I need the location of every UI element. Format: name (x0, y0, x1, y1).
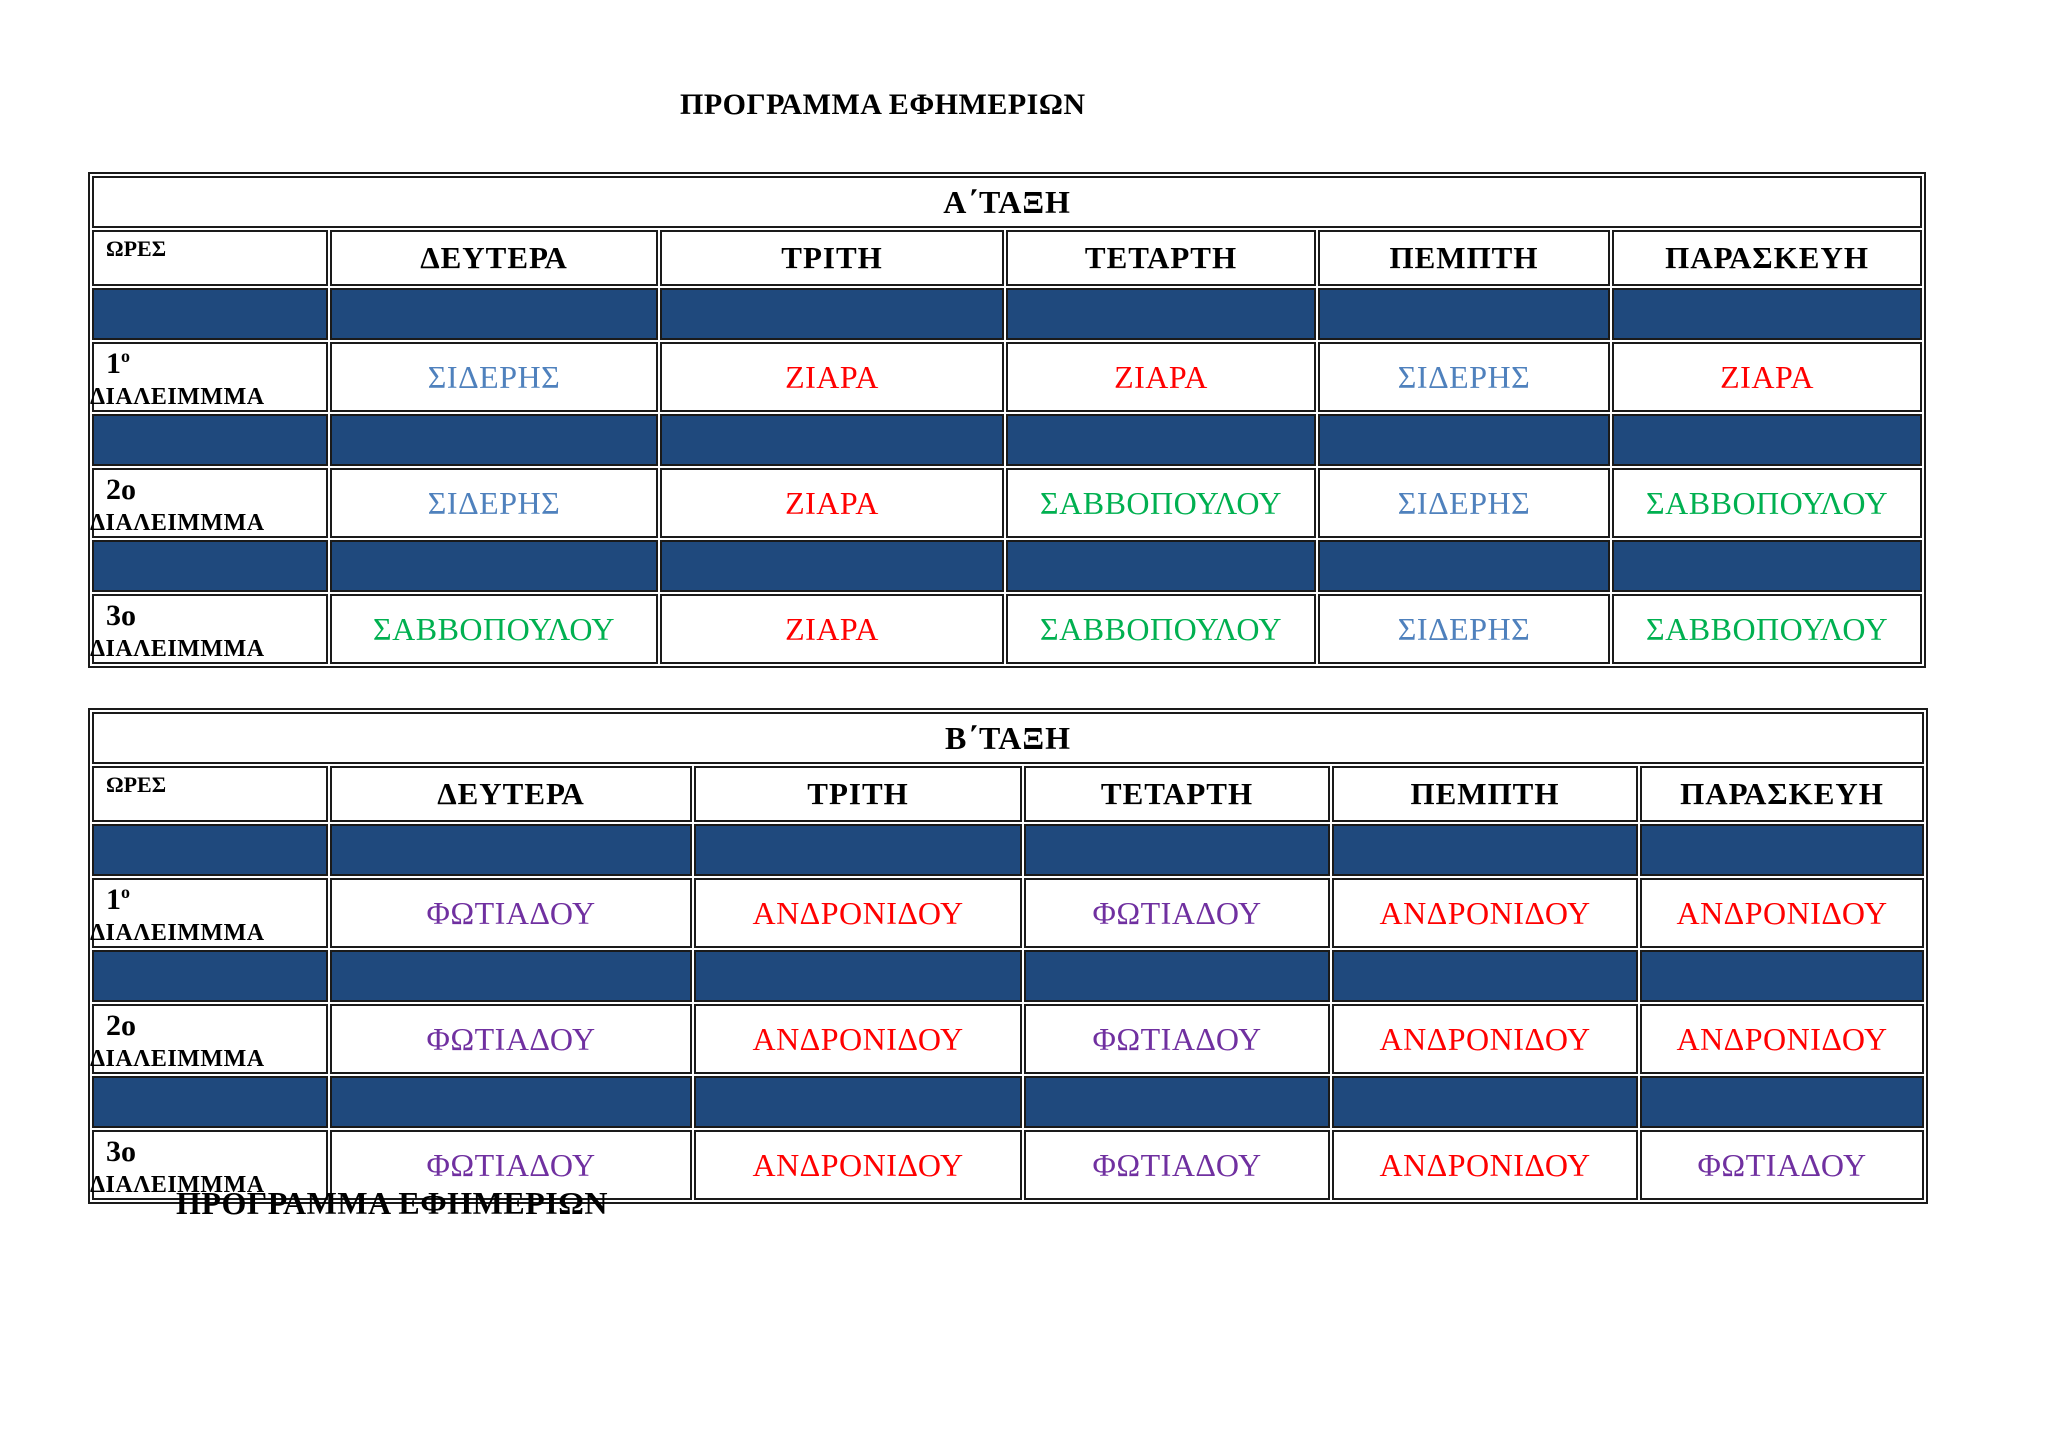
break-number: 2ο (106, 1009, 136, 1042)
duty-cell: ΦΩΤΙΑΔΟΥ (330, 1004, 692, 1074)
break-number: 3ο (106, 1135, 136, 1168)
separator-row (92, 540, 1922, 592)
hours-header: ΩΡΕΣ (92, 766, 328, 822)
break-label-cell (92, 878, 328, 948)
schedule-table-class-a (88, 172, 1926, 668)
duty-cell: ΦΩΤΙΑΔΟΥ (1024, 878, 1330, 948)
duty-cell: ΦΩΤΙΑΔΟΥ (330, 1130, 692, 1200)
separator-row (92, 824, 1924, 876)
duty-cell: ΑΝΔΡΟΝΙΔΟΥ (1640, 1004, 1924, 1074)
duty-cell: ΑΝΔΡΟΝΙΔΟΥ (694, 878, 1022, 948)
break-number: $1^o$ (106, 346, 130, 380)
break-label: ΔΙΑΛΕΙΜΜΜΑ (90, 1046, 265, 1072)
duty-cell: ΣΑΒΒΟΠΟΥΛΟΥ (330, 594, 658, 664)
break-label: ΔΙΑΛΕΙΜΜΜΑ (90, 1172, 265, 1198)
class-title: Α΄ΤΑΞΗ (92, 176, 1922, 228)
break-label-cell (92, 468, 328, 538)
break-label: ΔΙΑΛΕΙΜΜΜΑ (90, 636, 265, 662)
separator-row (92, 288, 1922, 340)
day-header-wednesday: ΤΕΤΑΡΤΗ (1024, 766, 1330, 822)
duty-cell: ΣΙΔΕΡΗΣ (1318, 468, 1610, 538)
duty-cell: ΑΝΔΡΟΝΙΔΟΥ (1332, 1004, 1638, 1074)
day-header-thursday: ΠΕΜΠΤΗ (1332, 766, 1638, 822)
day-header-thursday: ΠΕΜΠΤΗ (1318, 230, 1610, 286)
duty-cell: ΦΩΤΙΑΔΟΥ (1024, 1130, 1330, 1200)
day-header-tuesday: ΤΡΙΤΗ (660, 230, 1004, 286)
duty-cell: ΣΙΔΕΡΗΣ (1318, 342, 1610, 412)
day-header-tuesday: ΤΡΙΤΗ (694, 766, 1022, 822)
day-header-monday: ΔΕΥΤΕΡΑ (330, 766, 692, 822)
day-header-friday: ΠΑΡΑΣΚΕΥΗ (1612, 230, 1922, 286)
hours-header: ΩΡΕΣ (92, 230, 328, 286)
separator-row (92, 950, 1924, 1002)
day-header-monday: ΔΕΥΤΕΡΑ (330, 230, 658, 286)
break-label-cell (92, 1004, 328, 1074)
break-label: ΔΙΑΛΕΙΜΜΜΑ (90, 510, 265, 536)
duty-cell: ΣΙΔΕΡΗΣ (330, 468, 658, 538)
separator-row (92, 1076, 1924, 1128)
break-label: ΔΙΑΛΕΙΜΜΜΑ (90, 920, 265, 946)
duty-cell: ΣΑΒΒΟΠΟΥΛΟΥ (1612, 594, 1922, 664)
duty-cell: ΖΙΑΡΑ (660, 594, 1004, 664)
duty-cell: ΦΩΤΙΑΔΟΥ (1024, 1004, 1330, 1074)
duty-cell: ΣΑΒΒΟΠΟΥΛΟΥ (1612, 468, 1922, 538)
duty-cell: ΑΝΔΡΟΝΙΔΟΥ (1332, 1130, 1638, 1200)
footer-title: ΠΡΟΓΡΑΜΜΑ ΕΦΗΜΕΡΙΩΝ (176, 1185, 608, 1221)
day-header-wednesday: ΤΕΤΑΡΤΗ (1006, 230, 1316, 286)
duty-cell: ΖΙΑΡΑ (660, 468, 1004, 538)
duty-cell: ΦΩΤΙΑΔΟΥ (1640, 1130, 1924, 1200)
duty-cell: ΑΝΔΡΟΝΙΔΟΥ (694, 1004, 1022, 1074)
break-row-2 (92, 468, 1922, 538)
break-number: 2ο (106, 473, 136, 506)
duty-cell: ΣΙΔΕΡΗΣ (1318, 594, 1610, 664)
break-row-1 (92, 342, 1922, 412)
break-label-cell (92, 342, 328, 412)
break-row-1 (92, 878, 1924, 948)
break-number: 3ο (106, 599, 136, 632)
duty-cell: ΣΑΒΒΟΠΟΥΛΟΥ (1006, 468, 1316, 538)
break-row-3 (92, 594, 1922, 664)
document-title: ΠΡΟΓΡΑΜΜΑ ΕΦΗΜΕΡΙΩΝ (680, 88, 1086, 121)
break-row-2 (92, 1004, 1924, 1074)
duty-cell: ΑΝΔΡΟΝΙΔΟΥ (1332, 878, 1638, 948)
separator-row (92, 414, 1922, 466)
day-header-friday: ΠΑΡΑΣΚΕΥΗ (1640, 766, 1924, 822)
break-label-cell (92, 594, 328, 664)
duty-cell: ΣΑΒΒΟΠΟΥΛΟΥ (1006, 594, 1316, 664)
duty-cell: ΑΝΔΡΟΝΙΔΟΥ (694, 1130, 1022, 1200)
duty-cell: ΖΙΑΡΑ (660, 342, 1004, 412)
class-title: Β΄ΤΑΞΗ (92, 712, 1924, 764)
schedule-table-class-b (88, 708, 1928, 1204)
duty-cell: ΣΙΔΕΡΗΣ (330, 342, 658, 412)
duty-cell: ΦΩΤΙΑΔΟΥ (330, 878, 692, 948)
break-number: $1^o$ (106, 882, 130, 916)
duty-cell: ΑΝΔΡΟΝΙΔΟΥ (1640, 878, 1924, 948)
break-label: ΔΙΑΛΕΙΜΜΜΑ (90, 384, 265, 410)
duty-cell: ΖΙΑΡΑ (1612, 342, 1922, 412)
duty-cell: ΖΙΑΡΑ (1006, 342, 1316, 412)
